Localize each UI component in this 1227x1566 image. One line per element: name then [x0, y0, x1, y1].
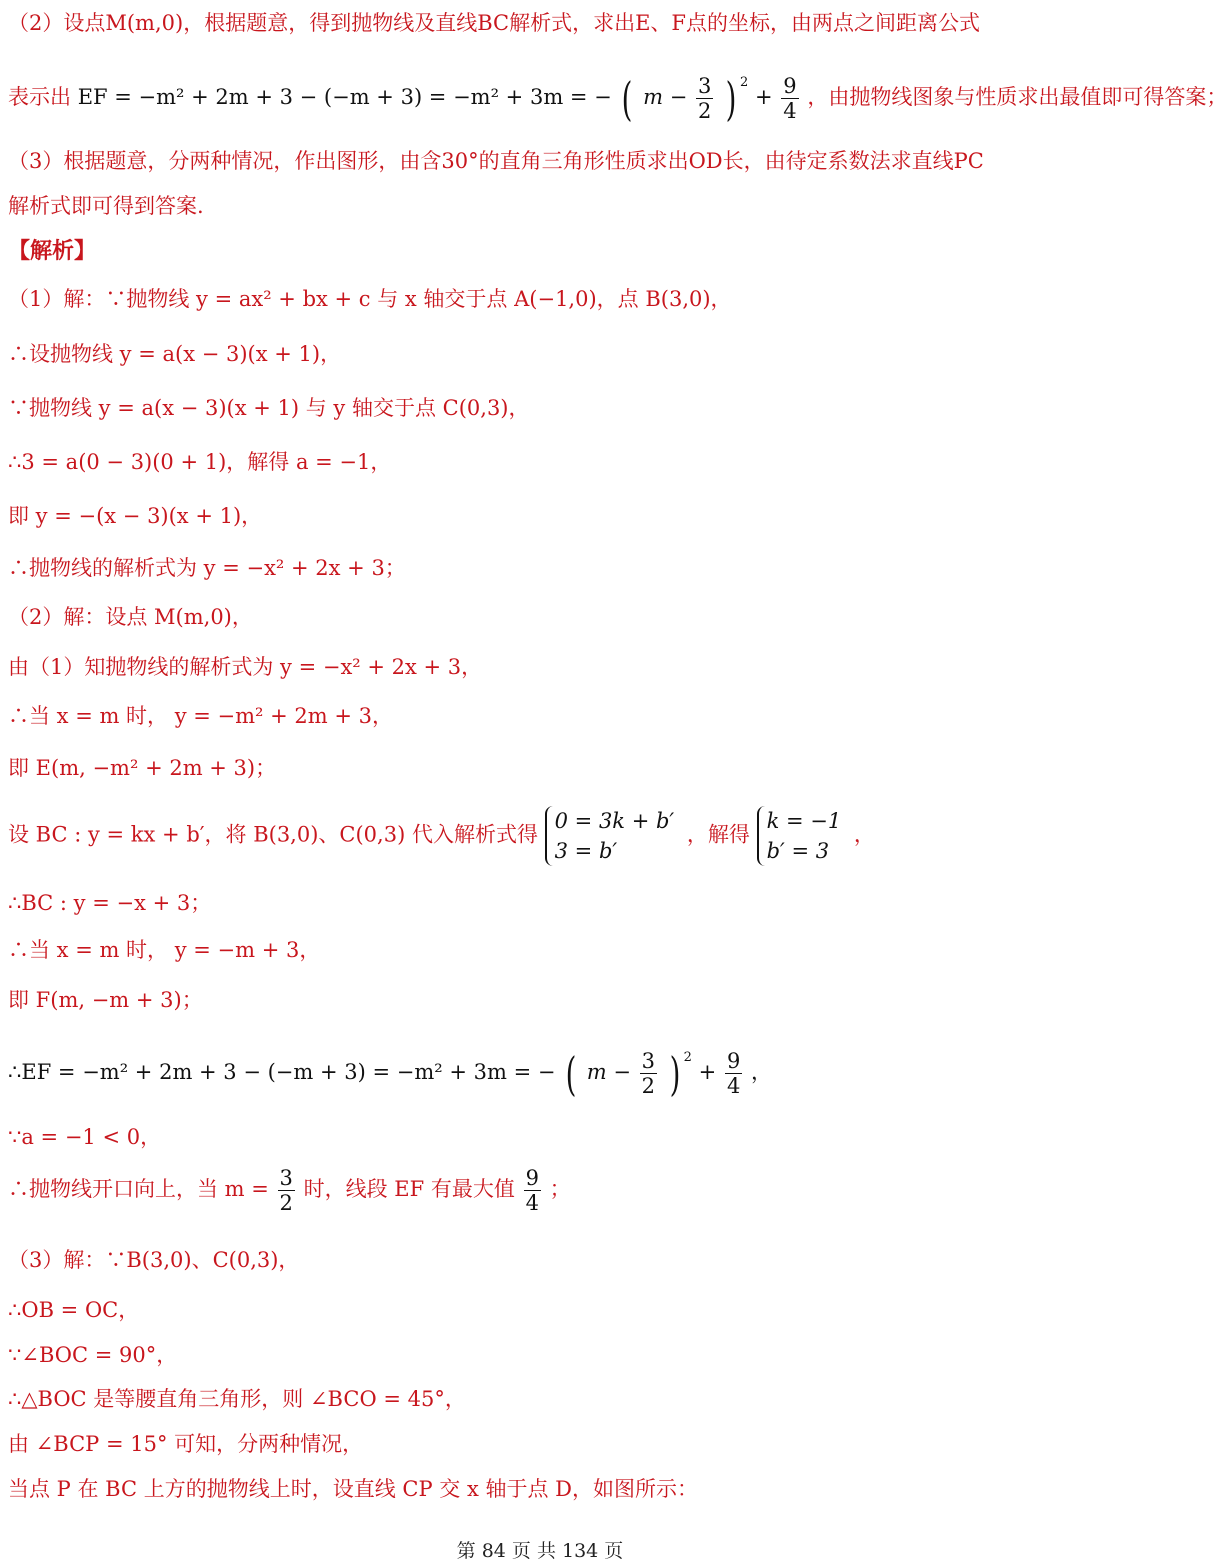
- m-minus-2: m −: [586, 1060, 631, 1084]
- line-2-suffix: ，由抛物线图象与性质求出最值即可得答案；: [807, 85, 1227, 109]
- text-line-2: [8, 68, 1227, 128]
- solution-line-8: 由（1）知抛物线的解析式为 y = −x² + 2x + 3，: [8, 655, 483, 679]
- line-17-prefix: ∴抛物线开口向上，当 m =: [8, 1177, 269, 1201]
- open-paren-2: (: [565, 1046, 577, 1101]
- solution-line-4: ∴3 = a(0 − 3)(0 + 1)，解得 a = −1，: [8, 450, 392, 474]
- solution-line-15: [8, 1043, 1074, 1103]
- line-15-equation: ∴EF = −m² + 2m + 3 − (−m + 3) = −m² + 3m = −: [8, 1060, 556, 1084]
- page-footer: 第 84 页 共 134 页: [456, 1540, 624, 1562]
- text-line-1: （2）设点M(m,0)，根据题意，得到抛物线及直线BC解析式，求出E、F点的坐标，由两点之间距离公式: [8, 11, 980, 35]
- solution-line-9: ∴当 x = m 时， y = −m² + 2m + 3，: [8, 704, 393, 728]
- text-line-4: 解析式即可得到答案.: [8, 194, 204, 218]
- solution-line-19: ∴OB = OC，: [8, 1298, 140, 1322]
- fraction-3-over-2-b: $\frac{3}{2}$: [641, 1049, 656, 1098]
- close-paren-2: ): [669, 1046, 681, 1101]
- line-17-end: ；: [549, 1177, 571, 1201]
- line-11-end: ，: [853, 822, 875, 847]
- line-11-prefix: 设 BC : y = kx + b′，将 B(3,0)、C(0,3) 代入解析式得: [8, 822, 538, 847]
- system-2-eq-a: k = −1: [766, 809, 842, 833]
- text-line-3: （3）根据题意，分两种情况，作出图形，由含30°的直角三角形性质求出OD长，由待定系数法求直线PC: [8, 149, 984, 173]
- solution-line-10: 即 E(m, −m² + 2m + 3)；: [8, 756, 277, 780]
- fraction-9-over-4-c: $\frac{9}{4}$: [525, 1166, 539, 1215]
- square-exponent: 2: [740, 75, 749, 90]
- solution-line-6: ∴抛物线的解析式为 y = −x² + 2x + 3；: [8, 556, 406, 580]
- solution-line-5: 即 y = −(x − 3)(x + 1)，: [8, 504, 263, 528]
- equation-system-2: [757, 806, 848, 866]
- line-17-mid: 时，线段 EF 有最大值: [303, 1177, 515, 1201]
- plus-sign: +: [754, 85, 773, 109]
- line-2-equation: EF = −m² + 2m + 3 − (−m + 3) = −m² + 3m = −: [77, 85, 612, 109]
- line-2-prefix: 表示出: [8, 85, 71, 109]
- solution-line-1: （1）解：∵抛物线 y = ax² + bx + c 与 x 轴交于点 A(−1,0)，点 B(3,0)，: [8, 287, 732, 311]
- m-minus: m −: [643, 85, 688, 109]
- square-exponent-2: 2: [683, 1050, 692, 1065]
- system-1-eq-b: 3 = b′: [554, 839, 618, 863]
- solution-line-23: 当点 P 在 BC 上方的抛物线上时，设直线 CP 交 x 轴于点 D，如图所示：: [8, 1477, 698, 1501]
- fraction-9-over-4: $\frac{9}{4}$: [783, 74, 797, 123]
- solution-line-14: 即 F(m, −m + 3)；: [8, 988, 203, 1012]
- solution-heading: 【解析】: [8, 238, 97, 264]
- solution-line-2: ∴设抛物线 y = a(x − 3)(x + 1)，: [8, 342, 342, 366]
- fraction-9-over-4-b: $\frac{9}{4}$: [726, 1049, 741, 1098]
- solution-line-22: 由 ∠BCP = 15° 可知，分两种情况，: [8, 1432, 364, 1456]
- solution-line-16: ∵a = −1 < 0，: [8, 1125, 162, 1149]
- solution-line-17: [8, 1166, 1074, 1226]
- system-2-eq-b: b′ = 3: [766, 839, 830, 863]
- solution-line-20: ∵∠BOC = 90°，: [8, 1343, 178, 1367]
- solution-line-12: ∴BC : y = −x + 3；: [8, 891, 212, 915]
- solution-line-11: [8, 806, 1074, 870]
- solution-line-7: （2）解：设点 M(m,0)，: [8, 605, 253, 629]
- solution-line-18: （3）解：∵B(3,0)、C(0,3)，: [8, 1248, 300, 1272]
- solution-line-3: ∵抛物线 y = a(x − 3)(x + 1) 与 y 轴交于点 C(0,3)，: [8, 396, 530, 420]
- plus-sign-2: +: [698, 1060, 717, 1084]
- equation-system-1: [545, 806, 681, 866]
- system-1-eq-a: 0 = 3k + b′: [554, 809, 675, 833]
- solution-line-21: ∴△BOC 是等腰直角三角形，则 ∠BCO = 45°，: [8, 1387, 466, 1411]
- line-11-mid: ，解得: [686, 822, 750, 847]
- open-paren: (: [622, 71, 633, 126]
- close-paren: ): [725, 71, 737, 126]
- line-15-end: ，: [751, 1060, 772, 1084]
- fraction-3-over-2-c: $\frac{3}{2}$: [279, 1166, 293, 1215]
- fraction-3-over-2: $\frac{3}{2}$: [697, 74, 712, 123]
- solution-line-13: ∴当 x = m 时， y = −m + 3，: [8, 938, 321, 962]
